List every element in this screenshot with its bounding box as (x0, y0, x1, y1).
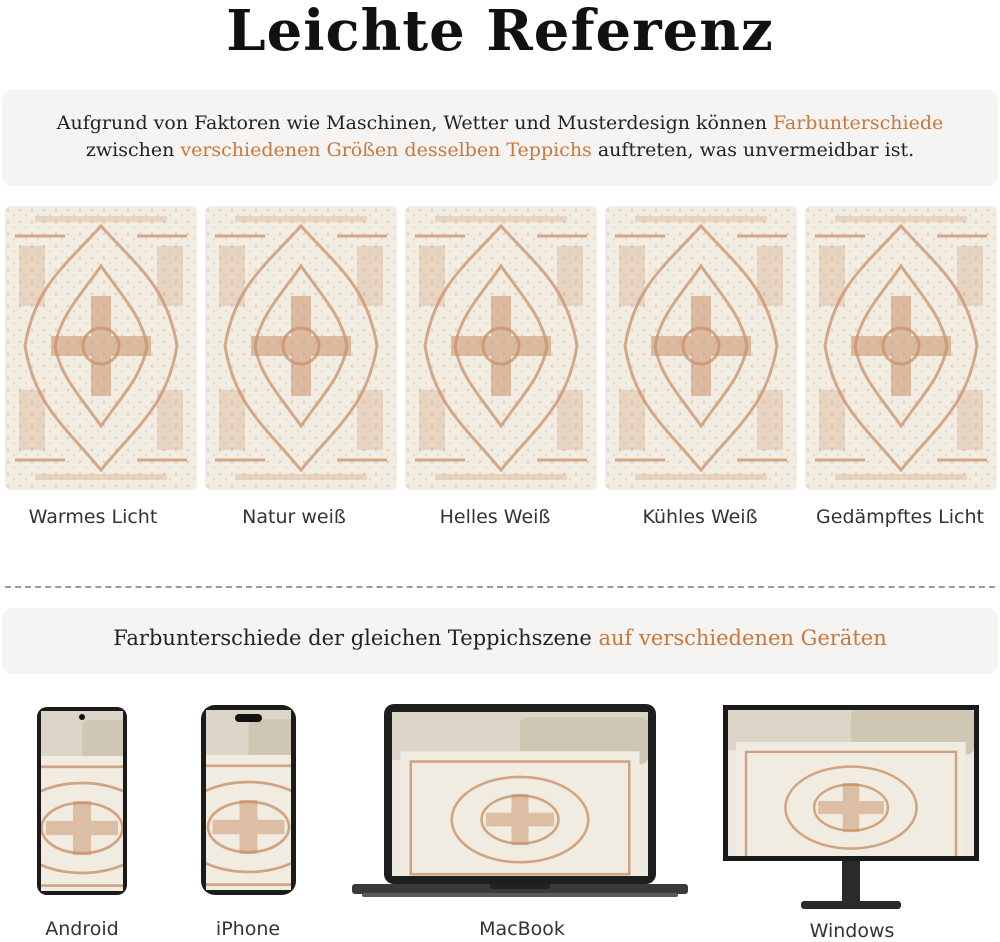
color-difference-note (10, 110, 990, 164)
swatch-label-natural: Natur weiß (242, 506, 346, 528)
devices-note-text: Farbunterschiede der gleichen Teppichszene (113, 626, 599, 650)
device-label-macbook: MacBook (479, 918, 565, 940)
note-text-3: auftreten, was unvermeidbar ist. (591, 139, 915, 161)
laptop-icon (352, 704, 688, 903)
rug-swatch-dimmed (805, 206, 997, 490)
note-accent-2: verschiedenen Größen desselben Teppichs (180, 139, 592, 161)
iphone-icon (201, 705, 296, 900)
android-phone-icon (37, 707, 127, 900)
rug-swatch-bright (405, 206, 597, 490)
note-text-1: Aufgrund von Faktoren wie Maschinen, Wetter und Musterdesign können (56, 112, 773, 134)
device-label-iphone: iPhone (215, 918, 281, 940)
swatch-label-bright: Helles Weiß (439, 506, 551, 528)
page-title: Leichte Referenz (226, 0, 774, 64)
swatch-label-warm: Warmes Licht (28, 506, 158, 528)
device-label-android: Android (45, 918, 119, 940)
rug-swatch-natural (205, 206, 397, 490)
note-accent-1: Farbunterschiede (772, 112, 944, 134)
swatch-label-cool: Kühles Weiß (642, 506, 758, 528)
devices-note (10, 623, 990, 653)
monitor-icon (723, 705, 979, 916)
devices-note-accent: auf verschiedenen Geräten (598, 626, 887, 650)
note-text-2: zwischen (85, 139, 181, 161)
rug-swatch-cool (605, 206, 797, 490)
swatch-label-dimmed: Gedämpftes Licht (816, 506, 984, 528)
dashed-divider (5, 586, 995, 588)
device-label-windows: Windows (809, 920, 895, 942)
rug-swatch-warm (5, 206, 197, 490)
